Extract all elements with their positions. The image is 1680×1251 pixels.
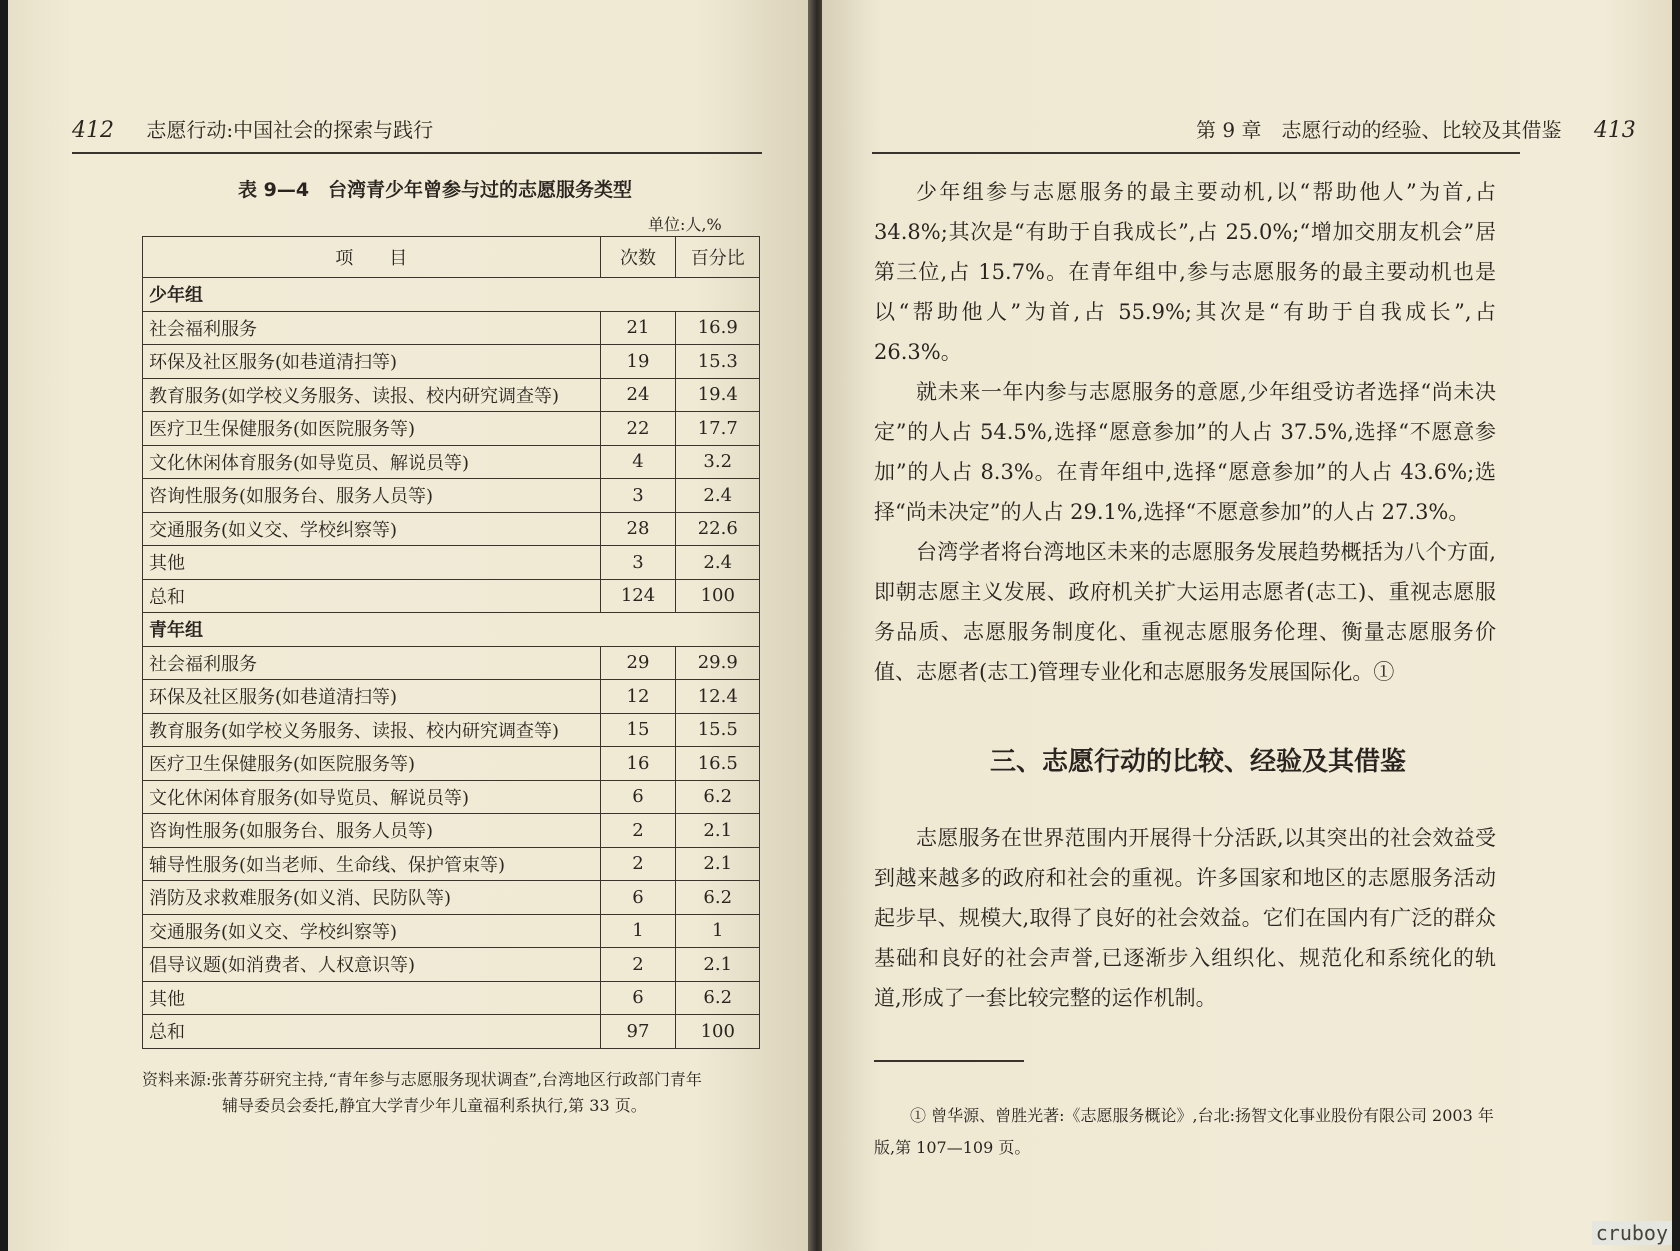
row-percent: 16.5 <box>676 747 760 781</box>
table-row <box>143 814 760 848</box>
table-row <box>143 445 760 479</box>
table-row <box>143 914 760 948</box>
table-row <box>143 479 760 513</box>
table-row <box>143 847 760 881</box>
source-line-2: 辅导委员会委托,静宜大学青少年儿童福利系执行,第 33 页。 <box>222 1096 647 1115</box>
table-row <box>143 579 760 613</box>
table-row <box>143 981 760 1015</box>
row-count: 6 <box>600 881 676 915</box>
row-item: 咨询性服务(如服务台、服务人员等) <box>143 479 601 513</box>
row-count: 1 <box>600 914 676 948</box>
left-header-rule <box>72 152 762 154</box>
left-page <box>8 0 816 1251</box>
row-item: 社会福利服务 <box>143 311 601 345</box>
body-text-bottom <box>874 818 1496 1018</box>
row-count: 97 <box>600 1015 676 1049</box>
row-percent: 2.1 <box>676 847 760 881</box>
table-group-row <box>143 613 760 647</box>
row-item: 消防及求救难服务(如义消、民防队等) <box>143 881 601 915</box>
row-item: 交通服务(如义交、学校纠察等) <box>143 914 601 948</box>
row-item: 总和 <box>143 1015 601 1049</box>
row-item: 文化休闲体育服务(如导览员、解说员等) <box>143 780 601 814</box>
row-item: 总和 <box>143 579 601 613</box>
group-name: 少年组 <box>143 278 760 312</box>
table-row <box>143 713 760 747</box>
row-item: 环保及社区服务(如巷道清扫等) <box>143 345 601 379</box>
table-row <box>143 747 760 781</box>
table-source-note <box>142 1067 772 1119</box>
table-row <box>143 378 760 412</box>
row-percent: 1 <box>676 914 760 948</box>
left-running-head <box>72 114 433 143</box>
row-item: 其他 <box>143 546 601 580</box>
row-percent: 3.2 <box>676 445 760 479</box>
header-percent: 百分比 <box>676 237 760 278</box>
footnote <box>874 1100 1498 1164</box>
row-item: 教育服务(如学校义务服务、读报、校内研究调查等) <box>143 713 601 747</box>
row-item: 辅导性服务(如当老师、生命线、保护管束等) <box>143 847 601 881</box>
footnote-rule <box>874 1060 1024 1062</box>
table-header-row <box>143 237 760 278</box>
right-running-head <box>1196 114 1636 143</box>
paragraph-willingness: 就未来一年内参与志愿服务的意愿,少年组受访者选择“尚未决定”的人占 54.5%,选择“愿意参加”的人占 37.5%,选择“不愿意参加”的人占 8.3%。在青年组中,选择“愿意参加”的人占 43.6%;选择“尚未决定”的人占 29.1%,选择“不愿意参加”的人占 27.3%。 <box>874 380 1496 524</box>
table-row <box>143 546 760 580</box>
row-percent: 2.4 <box>676 479 760 513</box>
table-caption: 表 9—4 台湾青少年曾参与过的志愿服务类型 <box>238 179 633 201</box>
row-count: 24 <box>600 378 676 412</box>
group-name: 青年组 <box>143 613 760 647</box>
row-count: 22 <box>600 412 676 446</box>
row-count: 3 <box>600 479 676 513</box>
body-text-top <box>874 172 1496 692</box>
row-count: 12 <box>600 680 676 714</box>
row-percent: 6.2 <box>676 780 760 814</box>
table-group-row <box>143 278 760 312</box>
table-row <box>143 680 760 714</box>
table-row <box>143 1015 760 1049</box>
row-percent: 2.4 <box>676 546 760 580</box>
row-count: 2 <box>600 814 676 848</box>
source-line-1: 资料来源:张菁芬研究主持,“青年参与志愿服务现状调查”,台湾地区行政部门青年 <box>142 1070 702 1089</box>
row-count: 2 <box>600 847 676 881</box>
row-percent: 12.4 <box>676 680 760 714</box>
row-count: 29 <box>600 646 676 680</box>
row-percent: 6.2 <box>676 981 760 1015</box>
table-body <box>143 278 760 1049</box>
row-percent: 19.4 <box>676 378 760 412</box>
table-row <box>143 412 760 446</box>
row-count: 28 <box>600 512 676 546</box>
row-percent: 17.7 <box>676 412 760 446</box>
section-heading: 三、志愿行动的比较、经验及其借鉴 <box>990 747 1407 777</box>
row-percent: 2.1 <box>676 814 760 848</box>
left-running-title: 志愿行动:中国社会的探索与践行 <box>146 118 434 142</box>
header-count: 次数 <box>600 237 676 278</box>
table-row <box>143 948 760 982</box>
row-item: 交通服务(如义交、学校纠察等) <box>143 512 601 546</box>
row-percent: 100 <box>676 1015 760 1049</box>
row-count: 16 <box>600 747 676 781</box>
row-percent: 2.1 <box>676 948 760 982</box>
table-row <box>143 646 760 680</box>
right-header-rule <box>872 152 1520 154</box>
row-count: 2 <box>600 948 676 982</box>
paragraph-motivation: 少年组参与志愿服务的最主要动机,以“帮助他人”为首,占 34.8%;其次是“有助于自我成长”,占 25.0%;“增加交朋友机会”居第三位,占 15.7%。在青年组中,参与志愿服务的最主要动机也是以“帮助他人”为首,占 55.9%;其次是“有助于自我成长”,占 26.3%。 <box>874 180 1496 364</box>
row-count: 4 <box>600 445 676 479</box>
row-percent: 15.5 <box>676 713 760 747</box>
left-page-number: 412 <box>72 118 114 143</box>
row-item: 教育服务(如学校义务服务、读报、校内研究调查等) <box>143 378 601 412</box>
paragraph-worldwide: 志愿服务在世界范围内开展得十分活跃,以其突出的社会效益受到越来越多的政府和社会的重视。许多国家和地区的志愿服务活动起步早、规模大,取得了良好的社会效益。它们在国内有广泛的群众基础和良好的社会声誉,已逐渐步入组织化、规范化和系统化的轨道,形成了一套比较完整的运作机制。 <box>874 826 1496 1010</box>
footnote-text: ① 曾华源、曾胜光著:《志愿服务概论》,台北:扬智文化事业股份有限公司 2003 年版,第 107—109 页。 <box>874 1106 1494 1157</box>
row-item: 社会福利服务 <box>143 646 601 680</box>
table-row <box>143 780 760 814</box>
row-count: 6 <box>600 780 676 814</box>
row-percent: 22.6 <box>676 512 760 546</box>
row-count: 124 <box>600 579 676 613</box>
watermark: cruboy <box>1592 1221 1672 1245</box>
row-item: 文化休闲体育服务(如导览员、解说员等) <box>143 445 601 479</box>
row-count: 19 <box>600 345 676 379</box>
paragraph-trends: 台湾学者将台湾地区未来的志愿服务发展趋势概括为八个方面,即朝志愿主义发展、政府机关扩大运用志愿者(志工)、重视志愿服务品质、志愿服务制度化、重视志愿服务伦理、衡量志愿服务价值、志愿者(志工)管理专业化和志愿服务发展国际化。① <box>874 540 1496 684</box>
row-count: 15 <box>600 713 676 747</box>
right-running-title: 第 9 章 志愿行动的经验、比较及其借鉴 <box>1196 118 1562 142</box>
row-item: 其他 <box>143 981 601 1015</box>
row-item: 咨询性服务(如服务台、服务人员等) <box>143 814 601 848</box>
table-row <box>143 345 760 379</box>
header-item: 项 目 <box>143 237 601 278</box>
row-item: 倡导议题(如消费者、人权意识等) <box>143 948 601 982</box>
row-count: 3 <box>600 546 676 580</box>
volunteer-service-table <box>142 236 760 1049</box>
table-row <box>143 512 760 546</box>
row-count: 21 <box>600 311 676 345</box>
row-item: 医疗卫生保健服务(如医院服务等) <box>143 412 601 446</box>
row-item: 医疗卫生保健服务(如医院服务等) <box>143 747 601 781</box>
row-count: 6 <box>600 981 676 1015</box>
table-unit: 单位:人,% <box>648 215 722 234</box>
row-item: 环保及社区服务(如巷道清扫等) <box>143 680 601 714</box>
row-percent: 100 <box>676 579 760 613</box>
row-percent: 16.9 <box>676 311 760 345</box>
table-row <box>143 881 760 915</box>
right-page-number: 413 <box>1593 118 1636 143</box>
table-row <box>143 311 760 345</box>
row-percent: 15.3 <box>676 345 760 379</box>
row-percent: 29.9 <box>676 646 760 680</box>
row-percent: 6.2 <box>676 881 760 915</box>
